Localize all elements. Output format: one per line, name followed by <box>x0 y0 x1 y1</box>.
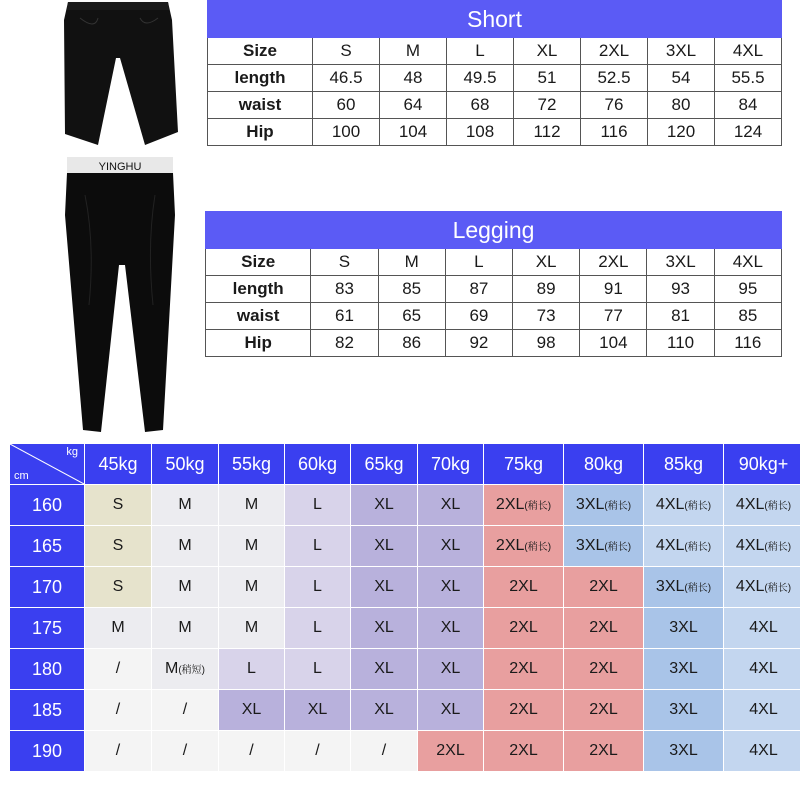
table-cell: 116 <box>714 330 781 357</box>
table-cell: 49.5 <box>447 65 514 92</box>
size-recommendation-cell: XL <box>351 649 418 690</box>
size-recommendation-cell: 4XL <box>724 731 800 772</box>
size-recommendation-cell: L <box>285 526 351 567</box>
table-row <box>206 249 782 276</box>
size-recommendation-cell: 2XL <box>484 649 564 690</box>
table-cell: 61 <box>311 303 378 330</box>
size-recommendation-cell: L <box>285 485 351 526</box>
table-row <box>208 38 782 65</box>
weight-header: 70kg <box>418 444 484 485</box>
weight-header: 85kg <box>644 444 724 485</box>
table-row <box>206 276 782 303</box>
table-cell: 68 <box>447 92 514 119</box>
weight-header: 60kg <box>285 444 351 485</box>
table-cell: 93 <box>647 276 714 303</box>
size-recommendation-cell <box>644 526 724 567</box>
size-header: 4XL <box>714 249 781 276</box>
size-recommendation-cell: M <box>152 608 219 649</box>
size-header: XL <box>514 38 581 65</box>
table-cell: 91 <box>580 276 647 303</box>
size-note: (稍长) <box>524 501 552 512</box>
size-recommendation-cell: 2XL <box>564 649 644 690</box>
table-row <box>206 303 782 330</box>
table-row <box>10 690 800 731</box>
size-recommendation-cell: S <box>85 526 152 567</box>
size-note: (稍长) <box>684 501 712 512</box>
size-header: M <box>380 38 447 65</box>
size-recommendation-cell: XL <box>418 690 484 731</box>
size-recommendation-cell: XL <box>219 690 285 731</box>
row-label: Hip <box>206 330 311 357</box>
size-note: (稍长) <box>764 542 792 553</box>
height-header: 175 <box>10 608 85 649</box>
size-recommendation-cell: XL <box>418 567 484 608</box>
size-recommendation-cell: M <box>152 485 219 526</box>
table-cell: 46.5 <box>313 65 380 92</box>
size-value: 3XL <box>575 537 605 554</box>
corner-cm-label: cm <box>14 470 29 482</box>
size-recommendation-cell: 2XL <box>418 731 484 772</box>
size-recommendation-cell: L <box>219 649 285 690</box>
table-cell: 64 <box>380 92 447 119</box>
size-recommendation-cell <box>152 649 219 690</box>
weight-header: 50kg <box>152 444 219 485</box>
size-recommendation-cell: M <box>85 608 152 649</box>
size-recommendation-cell <box>724 526 800 567</box>
size-recommendation-cell: XL <box>351 567 418 608</box>
size-header: 3XL <box>647 249 714 276</box>
row-label: waist <box>208 92 313 119</box>
table-cell: 89 <box>513 276 580 303</box>
size-recommendation-cell <box>564 526 644 567</box>
height-header: 160 <box>10 485 85 526</box>
table-cell: 85 <box>714 303 781 330</box>
table-row <box>10 649 800 690</box>
table-cell: 80 <box>648 92 715 119</box>
chart-header-row <box>10 444 800 485</box>
size-value: 4XL <box>735 578 765 595</box>
corner-kg-label: kg <box>66 446 78 458</box>
size-header: 2XL <box>580 249 647 276</box>
table-cell: 86 <box>378 330 445 357</box>
size-recommendation-cell: / <box>152 731 219 772</box>
size-recommendation-cell: 2XL <box>564 690 644 731</box>
size-recommendation-cell: 4XL <box>724 690 800 731</box>
table-cell: 112 <box>514 119 581 146</box>
table-cell: 124 <box>715 119 782 146</box>
row-label: Hip <box>208 119 313 146</box>
size-recommendation-cell: S <box>85 485 152 526</box>
size-recommendation-cell: M <box>219 485 285 526</box>
table-cell: 82 <box>311 330 378 357</box>
weight-header: 75kg <box>484 444 564 485</box>
size-recommendation-cell: XL <box>351 608 418 649</box>
size-recommendation-cell: XL <box>418 485 484 526</box>
table-cell: 84 <box>715 92 782 119</box>
size-recommendation-cell <box>644 567 724 608</box>
size-value: 4XL <box>735 496 765 513</box>
waistband-text: YINGHU <box>98 161 142 173</box>
size-note: (稍长) <box>684 583 712 594</box>
size-recommendation-cell: / <box>219 731 285 772</box>
size-recommendation-cell: L <box>285 567 351 608</box>
table-cell: 92 <box>445 330 512 357</box>
table-cell: 83 <box>311 276 378 303</box>
short-size-table <box>207 0 782 146</box>
table-cell: 104 <box>380 119 447 146</box>
table-cell: 55.5 <box>715 65 782 92</box>
weight-header: 55kg <box>219 444 285 485</box>
size-value: 2XL <box>495 496 525 513</box>
legging-table-title: Legging <box>206 212 782 249</box>
weight-header: 90kg+ <box>724 444 800 485</box>
size-recommendation-cell: / <box>152 690 219 731</box>
size-recommendation-cell: 2XL <box>484 731 564 772</box>
size-recommendation-cell: M <box>152 567 219 608</box>
table-cell: 48 <box>380 65 447 92</box>
size-value: 4XL <box>655 496 685 513</box>
size-recommendation-cell: M <box>219 567 285 608</box>
table-cell: 87 <box>445 276 512 303</box>
size-value: 3XL <box>575 496 605 513</box>
table-cell: 60 <box>313 92 380 119</box>
size-recommendation-cell: / <box>85 731 152 772</box>
size-value: 4XL <box>655 537 685 554</box>
size-value: 3XL <box>655 578 685 595</box>
legging-product-image <box>55 155 185 435</box>
size-recommendation-cell: / <box>85 649 152 690</box>
legging-size-table <box>205 211 782 357</box>
size-note: (稍长) <box>604 542 632 553</box>
size-header: 3XL <box>648 38 715 65</box>
size-note: (稍长) <box>684 542 712 553</box>
row-label: length <box>206 276 311 303</box>
size-recommendation-cell: XL <box>418 608 484 649</box>
table-cell: 77 <box>580 303 647 330</box>
size-recommendation-cell: XL <box>351 526 418 567</box>
size-recommendation-cell <box>644 485 724 526</box>
table-cell: 73 <box>513 303 580 330</box>
table-row <box>10 567 800 608</box>
size-recommendation-cell: 3XL <box>644 608 724 649</box>
table-cell: 65 <box>378 303 445 330</box>
size-recommendation-cell: XL <box>351 485 418 526</box>
table-cell: 81 <box>647 303 714 330</box>
size-header: M <box>378 249 445 276</box>
size-recommendation-cell: M <box>152 526 219 567</box>
table-row <box>206 330 782 357</box>
size-recommendation-cell: L <box>285 608 351 649</box>
size-recommendation-cell: XL <box>418 526 484 567</box>
size-recommendation-cell <box>724 485 800 526</box>
size-recommendation-cell: M <box>219 608 285 649</box>
size-recommendation-cell: 3XL <box>644 649 724 690</box>
size-recommendation-cell: / <box>85 690 152 731</box>
table-row <box>10 608 800 649</box>
size-recommendation-cell: / <box>351 731 418 772</box>
weight-header: 80kg <box>564 444 644 485</box>
shorts-product-image <box>50 0 180 148</box>
size-recommendation-cell: 2XL <box>564 608 644 649</box>
size-header: XL <box>513 249 580 276</box>
weight-header: 45kg <box>85 444 152 485</box>
size-value: 4XL <box>735 537 765 554</box>
weight-height-size-chart <box>9 443 800 772</box>
size-header: S <box>311 249 378 276</box>
size-value: 2XL <box>495 537 525 554</box>
size-recommendation-cell: 2XL <box>484 567 564 608</box>
size-header: L <box>447 38 514 65</box>
size-recommendation-cell <box>564 485 644 526</box>
weight-header: 65kg <box>351 444 418 485</box>
table-cell: 110 <box>647 330 714 357</box>
size-header: S <box>313 38 380 65</box>
table-row <box>10 526 800 567</box>
table-row <box>10 485 800 526</box>
table-cell: 98 <box>513 330 580 357</box>
height-header: 165 <box>10 526 85 567</box>
size-recommendation-cell: / <box>285 731 351 772</box>
row-label: Size <box>208 38 313 65</box>
table-cell: 85 <box>378 276 445 303</box>
size-header: 4XL <box>715 38 782 65</box>
size-recommendation-cell <box>724 567 800 608</box>
size-header: 2XL <box>581 38 648 65</box>
size-note: (稍长) <box>604 501 632 512</box>
height-header: 170 <box>10 567 85 608</box>
table-row <box>208 92 782 119</box>
row-label: length <box>208 65 313 92</box>
table-cell: 52.5 <box>581 65 648 92</box>
size-recommendation-cell <box>484 526 564 567</box>
table-row <box>10 731 800 772</box>
chart-corner <box>10 444 85 485</box>
height-header: 180 <box>10 649 85 690</box>
table-cell: 72 <box>514 92 581 119</box>
size-recommendation-cell: 4XL <box>724 649 800 690</box>
height-header: 190 <box>10 731 85 772</box>
table-cell: 51 <box>514 65 581 92</box>
table-cell: 108 <box>447 119 514 146</box>
row-label: waist <box>206 303 311 330</box>
size-recommendation-cell: 4XL <box>724 608 800 649</box>
row-label: Size <box>206 249 311 276</box>
size-recommendation-cell: XL <box>285 690 351 731</box>
size-recommendation-cell: 3XL <box>644 731 724 772</box>
table-row <box>208 119 782 146</box>
size-recommendation-cell: S <box>85 567 152 608</box>
size-recommendation-cell: 2XL <box>484 608 564 649</box>
size-recommendation-cell: 3XL <box>644 690 724 731</box>
size-recommendation-cell: 2XL <box>564 567 644 608</box>
size-recommendation-cell: L <box>285 649 351 690</box>
size-recommendation-cell: XL <box>351 690 418 731</box>
size-note: (稍长) <box>764 583 792 594</box>
table-cell: 54 <box>648 65 715 92</box>
table-cell: 69 <box>445 303 512 330</box>
table-cell: 116 <box>581 119 648 146</box>
short-table-title: Short <box>208 1 782 38</box>
table-cell: 76 <box>581 92 648 119</box>
size-recommendation-cell: 2XL <box>484 690 564 731</box>
size-note: (稍长) <box>764 501 792 512</box>
size-note: (稍长) <box>524 542 552 553</box>
size-note: (稍短) <box>178 665 205 676</box>
size-recommendation-cell: XL <box>418 649 484 690</box>
table-row <box>208 65 782 92</box>
size-header: L <box>445 249 512 276</box>
table-cell: 120 <box>648 119 715 146</box>
table-cell: 104 <box>580 330 647 357</box>
table-cell: 95 <box>714 276 781 303</box>
size-recommendation-cell <box>484 485 564 526</box>
height-header: 185 <box>10 690 85 731</box>
table-cell: 100 <box>313 119 380 146</box>
size-recommendation-cell: 2XL <box>564 731 644 772</box>
size-recommendation-cell: M <box>219 526 285 567</box>
size-value: M <box>165 660 179 677</box>
